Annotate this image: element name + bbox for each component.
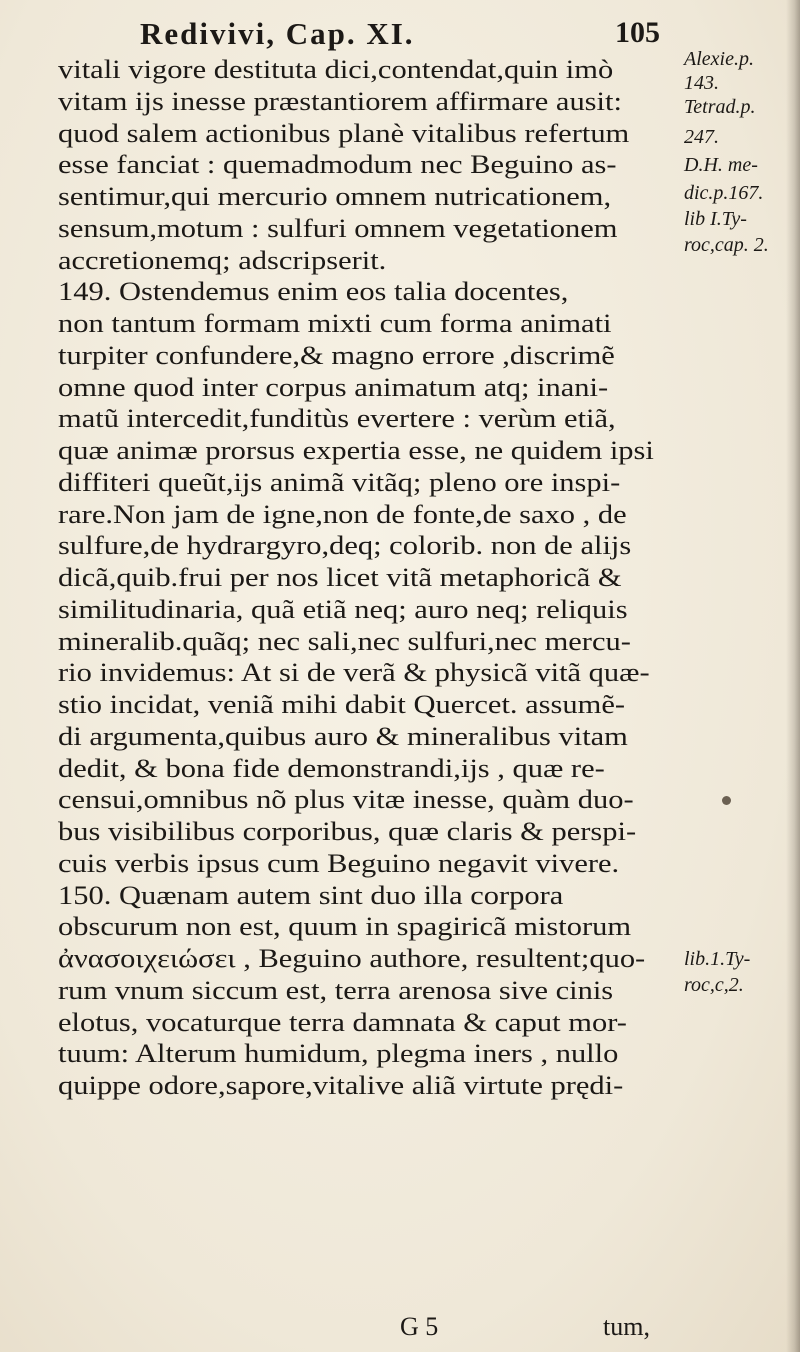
margin-note: dic.p.167. bbox=[684, 182, 764, 204]
text-line: turpiter confundere,& magno errore ,discrimẽ bbox=[58, 339, 615, 370]
text-line: 150. Quænam autem sint duo illa corpora bbox=[58, 879, 564, 910]
margin-note: Tetrad.p. bbox=[684, 96, 756, 118]
margin-note: 143. bbox=[684, 72, 719, 94]
text-line: sentimur,qui mercurio omnem nutricationem, bbox=[58, 181, 612, 211]
text-line: rio invidemus: At si de verã & physicã vitã quæ- bbox=[58, 657, 650, 688]
text-line: sensum,motum : sulfuri omnem vegetationem bbox=[58, 212, 618, 243]
text-line: accretionemq; adscripserit. bbox=[58, 244, 387, 275]
text-line: mineralib.quãq; nec sali,nec sulfuri,nec mercu- bbox=[58, 625, 631, 656]
text-line: ἀνασοιχειώσει , Beguino authore, resultent;quo- bbox=[58, 943, 646, 973]
page-footer bbox=[400, 1312, 700, 1350]
margin-note: 247. bbox=[684, 126, 719, 148]
page-number: 105 bbox=[615, 16, 660, 49]
catchword: tum, bbox=[603, 1312, 650, 1341]
text-line: similitudinaria, quã etiã neq; auro neq; reliquis bbox=[58, 593, 628, 624]
text-line: bus visibilibus corporibus, quæ claris & perspi- bbox=[58, 816, 637, 846]
text-line: rare.Non jam de igne,non de fonte,de saxo , de bbox=[58, 498, 627, 529]
text-line: diffiteri queũt,ijs animã vitãq; pleno ore inspi- bbox=[58, 466, 621, 497]
text-line: matũ intercedit,funditùs evertere : verùm etiã, bbox=[58, 403, 616, 434]
page-gutter-shadow bbox=[786, 0, 800, 1352]
margin-note: lib I.Ty- bbox=[684, 208, 747, 230]
text-line: censui,omnibus nõ plus vitæ inesse, quàm duo- bbox=[58, 784, 634, 815]
text-line: di argumenta,quibus auro & mineralibus vitam bbox=[58, 720, 628, 751]
text-line: esse fanciat : quemadmodum nec Beguino as- bbox=[58, 149, 617, 180]
text-line: 149. Ostendemus enim eos talia docentes, bbox=[58, 276, 569, 307]
text-line: omne quod inter corpus animatum atq; inani- bbox=[58, 371, 609, 402]
body-text bbox=[58, 54, 678, 1102]
text-line: obscurum non est, quum in spagiricã mistorum bbox=[58, 911, 632, 942]
margin-note: roc,cap. 2. bbox=[684, 234, 769, 256]
text-line: sulfure,de hydrargyro,deq; colorib. non de alijs bbox=[58, 530, 632, 561]
text-line: vitam ijs inesse præstantiorem affirmare ausit: bbox=[58, 85, 622, 116]
text-line: dicã,quib.frui per nos licet vitã metaphoricã & bbox=[58, 562, 622, 592]
text-line: cuis verbis ipsus cum Beguino negavit vivere. bbox=[58, 847, 620, 878]
text-line: tuum: Alterum humidum, plegma iners , nullo bbox=[58, 1038, 619, 1069]
text-line: elotus, vocaturque terra damnata & caput mor- bbox=[58, 1006, 627, 1037]
text-line: vitali vigore destituta dici,contendat,quin imò bbox=[58, 54, 614, 84]
margin-note: roc,c,2. bbox=[684, 974, 744, 996]
text-line: rum vnum siccum est, terra arenosa sive cinis bbox=[58, 974, 614, 1005]
ink-spot bbox=[722, 796, 731, 805]
text-line: quod salem actionibus planè vitalibus refertum bbox=[58, 117, 630, 148]
running-head: Redivivi, Cap. XI. bbox=[140, 16, 415, 51]
text-line: non tantum formam mixti cum forma animati bbox=[58, 308, 612, 338]
text-line: dedit, & bona fide demonstrandi,ijs , quæ re- bbox=[58, 752, 605, 783]
text-line: quæ animæ prorsus expertia esse, ne quidem ipsi bbox=[58, 435, 654, 465]
text-line: quippe odore,sapore,vitalive aliã virtute prędi- bbox=[58, 1070, 624, 1100]
text-line: stio incidat, veniã mihi dabit Quercet. assumẽ- bbox=[58, 689, 626, 719]
margin-note: lib.1.Ty- bbox=[684, 948, 751, 970]
margin-note: D.H. me- bbox=[684, 154, 758, 176]
signature-mark: G 5 bbox=[400, 1312, 439, 1341]
margin-note: Alexie.p. bbox=[684, 48, 754, 70]
